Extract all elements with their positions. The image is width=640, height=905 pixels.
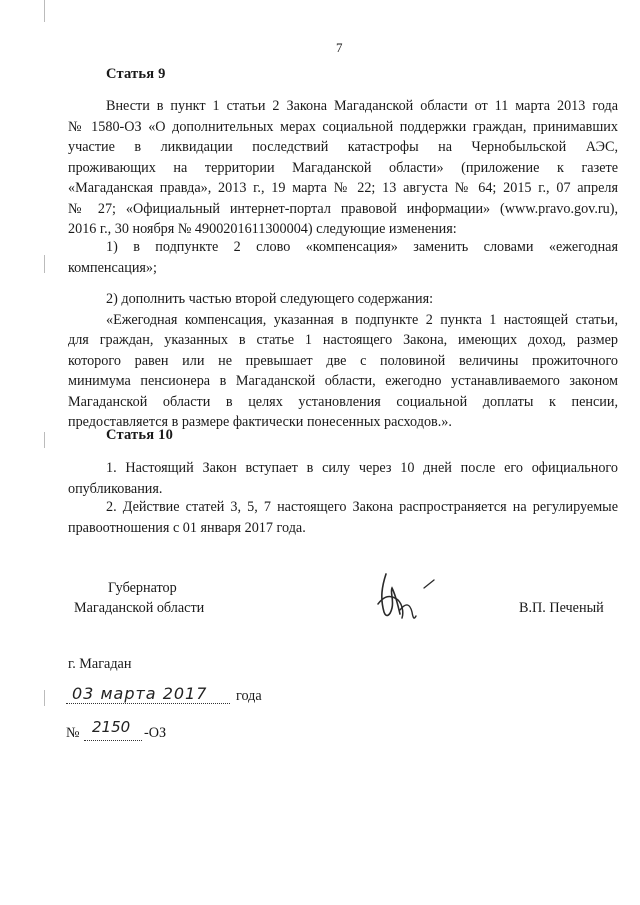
text-line: правоотношения с 01 января 2017 года. (68, 519, 306, 536)
law-number-prefix: № (66, 725, 80, 741)
scan-margin-mark (44, 255, 45, 273)
article-9-item-1 (68, 237, 618, 278)
scan-margin-mark (44, 0, 45, 22)
text-line: минимума пенсионера в Магаданской области, ежегодно устанавливаемого законом (68, 373, 618, 389)
text-line: опубликования. (68, 480, 163, 497)
scan-margin-mark (44, 432, 45, 448)
signatory-name: В.П. Печеный (519, 600, 604, 616)
text-line: 1. Настоящий Закон вступает в силу через 10 дней после его официального (106, 460, 618, 476)
article-10-item-2 (68, 497, 618, 538)
text-line: 2) дополнить частью второй следующего содержания: (106, 291, 434, 307)
page-number: 7 (336, 40, 343, 55)
handwritten-signature (372, 566, 442, 628)
article-9-item-2 (68, 289, 618, 433)
text-line: проживающих на территории Магаданской области» (приложение к газете (68, 159, 618, 176)
text-line: 2016 г., 30 ноября № 4900201611300004) следующие изменения: (68, 221, 457, 237)
text-line: для граждан, указанных в статье 1 настоящего Закона, имеющих доход, размер (68, 332, 618, 348)
signatory-region: Магаданской области (74, 600, 205, 616)
law-number-suffix: -ОЗ (144, 725, 167, 741)
date-suffix: года (236, 688, 262, 704)
text-line: Внести в пункт 1 статьи 2 Закона Магаданской области от 11 марта 2013 года (106, 98, 618, 114)
handwritten-law-number: 2150 (92, 718, 131, 736)
text-line: компенсация»; (68, 259, 157, 276)
text-line: которого равен или не превышает две с половиной величины прожиточного (68, 352, 618, 369)
text-line: № 1580-ОЗ «О дополнительных мерах социальной поддержки граждан, принимавших (68, 118, 618, 135)
text-line: «Магаданская правда», 2013 г., 19 марта № 22; 13 августа № 64; 2015 г., 07 апреля (68, 180, 618, 196)
article-9-heading: Статья 9 (106, 66, 166, 82)
text-line: 2. Действие статей 3, 5, 7 настоящего Закона распространяется на регулируемые (106, 499, 618, 515)
date-underline (66, 703, 230, 704)
text-line: участие в ликвидации последствий катастрофы на Чернобыльской АЭС, (68, 139, 618, 155)
text-line: 1) в подпункте 2 слово «компенсация» заменить словами «ежегодная (106, 239, 618, 255)
text-line: «Ежегодная компенсация, указанная в подпункте 2 пункта 1 настоящей статьи, (106, 311, 618, 328)
scan-margin-mark (44, 690, 45, 706)
place-of-signing: г. Магадан (68, 656, 132, 672)
article-9-intro (68, 96, 618, 240)
text-line: предоставляется в размере фактически понесенных расходов.». (68, 414, 452, 430)
handwritten-date: 03 марта 2017 (72, 684, 208, 703)
signatory-title: Губернатор (108, 580, 177, 596)
text-line: Магаданской области в целях установления социальной доплаты к пенсии, (68, 393, 618, 410)
article-10-item-1 (68, 458, 618, 499)
text-line: № 27; «Официальный интернет-портал правовой информации» (www.pravo.gov.ru), (68, 200, 618, 217)
number-underline (84, 740, 142, 741)
article-10-heading: Статья 10 (106, 427, 174, 443)
